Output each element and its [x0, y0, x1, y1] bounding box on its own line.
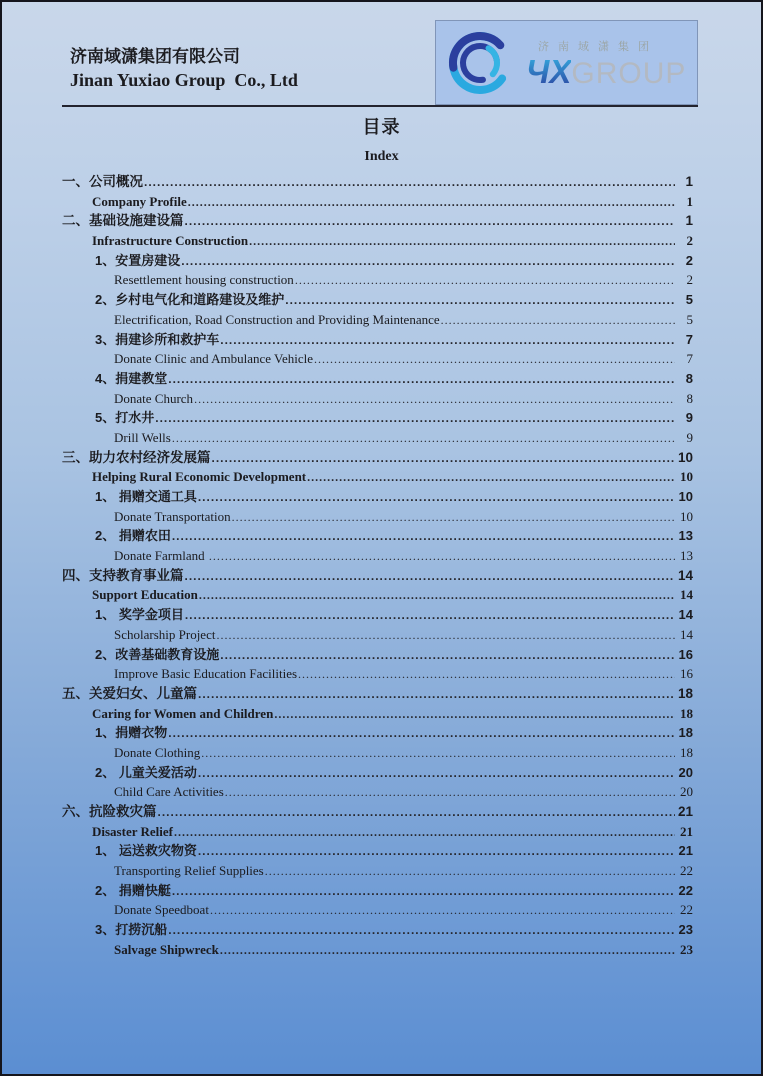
toc-page-number: 22 — [680, 902, 693, 918]
toc-entry-label: Support Education — [92, 587, 198, 603]
toc-entry-label: Donate Clinic and Ambulance Vehicle — [114, 351, 314, 367]
toc-page-number: 18 — [680, 744, 693, 760]
toc-entry-label: 四、支持教育事业篇 — [62, 567, 184, 583]
toc-page-number: 16 — [680, 666, 693, 682]
toc-page-number: 21 — [677, 804, 693, 819]
toc-entry-label: Donate Clothing — [114, 744, 201, 760]
toc-entry[interactable] — [62, 251, 693, 271]
toc-page-number: 13 — [680, 548, 693, 564]
toc-entry[interactable] — [62, 822, 693, 842]
toc-dot-leader — [209, 547, 675, 567]
toc-dot-leader — [198, 764, 675, 784]
toc-entry[interactable] — [62, 507, 693, 527]
toc-entry-label: 1、 运送救灾物资 — [95, 843, 197, 859]
logo-yx-text: ЧХ — [526, 53, 572, 90]
toc-entry[interactable] — [62, 290, 693, 310]
toc-entry[interactable] — [62, 310, 693, 330]
toc-dot-leader — [220, 646, 675, 666]
toc-dot-leader — [181, 252, 675, 272]
logo-wordmark — [526, 55, 689, 89]
toc-entry[interactable] — [62, 605, 693, 625]
toc-dot-leader — [194, 390, 675, 410]
toc-page-number: 1 — [685, 174, 693, 189]
toc-entry-label: 2、 儿童关爱活动 — [95, 764, 197, 780]
toc-dot-leader — [314, 350, 675, 370]
toc-dot-leader — [265, 862, 675, 882]
toc-dot-leader — [168, 921, 675, 941]
toc-entry-label: 2、改善基础教育设施 — [95, 646, 220, 662]
toc-entry-label: Donate Church — [114, 390, 194, 406]
toc-page-number: 14 — [677, 567, 693, 583]
toc-page-number: 20 — [678, 764, 693, 780]
toc-entry[interactable] — [62, 330, 693, 350]
toc-entry[interactable] — [62, 526, 693, 546]
toc-dot-leader — [307, 468, 675, 488]
toc-page-number: 9 — [685, 410, 693, 426]
toc-entry[interactable] — [62, 369, 693, 389]
toc-entry[interactable] — [62, 881, 693, 901]
company-name-zh: 济南域潇集团有限公司 — [70, 47, 240, 66]
toc-entry-label: Helping Rural Economic Development — [92, 469, 307, 485]
toc-page-number: 8 — [686, 390, 693, 406]
toc-page-number: 1 — [685, 213, 693, 229]
toc-entry[interactable] — [62, 448, 693, 468]
toc-entry-label: Company Profile — [92, 193, 187, 209]
toc-entry-label: Child Care Activities — [114, 784, 224, 800]
toc-dot-leader — [220, 331, 675, 351]
toc-entry[interactable] — [62, 172, 693, 192]
toc-entry[interactable] — [62, 211, 693, 231]
toc-dot-leader — [198, 488, 675, 508]
toc-entry[interactable] — [62, 841, 693, 861]
toc-page-number: 10 — [680, 508, 693, 524]
toc-entry-label: 3、捐建诊所和救护车 — [95, 331, 220, 347]
toc-entry[interactable] — [62, 566, 693, 586]
toc-page-number: 10 — [677, 449, 693, 465]
toc-page-number: 14 — [678, 607, 693, 623]
toc-entry-label: 1、 奖学金项目 — [95, 607, 184, 623]
toc-dot-leader — [249, 232, 675, 252]
toc-entry[interactable] — [62, 763, 693, 783]
toc-entry[interactable] — [62, 408, 693, 428]
toc-dot-leader — [285, 291, 675, 311]
toc-entry[interactable] — [62, 270, 693, 290]
toc-dot-leader — [298, 665, 675, 685]
toc-page-number: 5 — [686, 311, 693, 327]
toc-entry-label: Donate Speedboat — [114, 902, 209, 918]
toc-entry[interactable] — [62, 585, 693, 605]
toc-dot-leader — [155, 409, 675, 429]
toc-dot-leader — [185, 212, 676, 232]
toc-page-number: 23 — [678, 922, 693, 938]
toc-entry[interactable] — [62, 723, 693, 743]
toc-entry[interactable] — [62, 389, 693, 409]
toc-entry[interactable] — [62, 861, 693, 881]
toc-entry-label: Improve Basic Education Facilities — [114, 666, 298, 682]
toc-page-number: 9 — [686, 429, 693, 445]
toc-dot-leader — [295, 271, 675, 291]
toc-entry-label: 2、乡村电气化和道路建设及维护 — [95, 292, 285, 308]
logo-group-text: GROUP — [571, 57, 687, 90]
toc-entry-label: Resettlement housing construction — [114, 272, 294, 288]
toc-entry-label: 2、 捐赠农田 — [95, 528, 171, 544]
toc-entry[interactable] — [62, 900, 693, 920]
toc-page-number: 18 — [680, 705, 693, 721]
toc-entry-label: Caring for Women and Children — [92, 705, 274, 721]
toc-entry[interactable] — [62, 487, 693, 507]
document-header — [62, 41, 698, 107]
toc-entry-label: Donate Farmland — [114, 548, 208, 564]
toc-entry[interactable] — [62, 704, 693, 724]
toc-page-number: 8 — [685, 370, 693, 386]
toc-page-number: 21 — [680, 823, 693, 839]
toc-entry[interactable] — [62, 428, 693, 448]
toc-entry[interactable] — [62, 940, 693, 960]
toc-entry[interactable] — [62, 231, 693, 251]
toc-entry[interactable] — [62, 467, 693, 487]
toc-page-number: 22 — [678, 882, 693, 898]
toc-entry-label: 六、抗险救灾篇 — [62, 804, 157, 819]
toc-dot-leader — [199, 586, 675, 606]
toc-page-number: 23 — [680, 941, 693, 957]
toc-page-number: 2 — [685, 252, 693, 268]
toc-entry[interactable] — [62, 664, 693, 684]
toc-dot-leader — [188, 193, 675, 213]
toc-entry-label: Transporting Relief Supplies — [114, 863, 264, 879]
toc-entry[interactable] — [62, 546, 693, 566]
toc-entry-label: 1、 捐赠交通工具 — [95, 489, 197, 504]
table-of-contents — [62, 172, 693, 960]
toc-page-number: 2 — [686, 233, 693, 249]
toc-page-number: 14 — [680, 626, 693, 642]
toc-dot-leader — [216, 626, 675, 646]
toc-page-number: 2 — [686, 272, 693, 288]
toc-page-number: 1 — [686, 193, 693, 209]
toc-page-number: 13 — [678, 528, 693, 544]
toc-entry[interactable] — [62, 645, 693, 665]
toc-entry[interactable] — [62, 743, 693, 763]
toc-dot-leader — [198, 842, 675, 862]
toc-page-number: 5 — [685, 292, 693, 308]
toc-entry-label: Scholarship Project — [114, 626, 216, 642]
toc-dot-leader — [441, 311, 675, 331]
toc-entry-label: Infrastructure Construction — [92, 233, 249, 249]
toc-entry[interactable] — [62, 349, 693, 369]
toc-entry-label: 3、打捞沉船 — [95, 922, 168, 938]
toc-entry[interactable] — [62, 802, 693, 822]
company-logo — [435, 20, 698, 105]
toc-entry-label: 1、安置房建设 — [95, 252, 181, 268]
toc-page-number: 18 — [677, 685, 693, 701]
toc-dot-leader — [172, 882, 675, 902]
toc-dot-leader — [274, 705, 675, 725]
toc-entry[interactable] — [62, 192, 693, 212]
toc-page-number: 21 — [678, 843, 693, 859]
company-name-en: Jinan Yuxiao Group Co., Ltd — [70, 69, 298, 90]
toc-entry-label: 二、基础设施建设篇 — [62, 213, 184, 229]
toc-page-number: 20 — [680, 784, 693, 800]
toc-entry-label: Drill Wells — [114, 429, 171, 445]
toc-dot-leader — [220, 941, 675, 961]
toc-dot-leader — [185, 606, 675, 626]
toc-entry[interactable] — [62, 920, 693, 940]
toc-page-number: 14 — [680, 587, 693, 603]
toc-dot-leader — [212, 449, 676, 469]
toc-dot-leader — [168, 724, 675, 744]
toc-entry[interactable] — [62, 625, 693, 645]
toc-entry-label: 4、捐建教堂 — [95, 370, 168, 386]
toc-entry[interactable] — [62, 684, 693, 704]
toc-dot-leader — [168, 370, 675, 390]
toc-entry-label: 三、助力农村经济发展篇 — [62, 449, 211, 465]
toc-title-zh: 目录 — [362, 117, 401, 137]
toc-entry-label: Salvage Shipwreck — [114, 941, 219, 957]
toc-page-number: 18 — [678, 725, 693, 741]
toc-dot-leader — [232, 508, 675, 528]
toc-title-en: Index — [364, 149, 399, 164]
toc-entry[interactable] — [62, 782, 693, 802]
toc-dot-leader — [144, 173, 675, 193]
toc-entry-label: 五、关爱妇女、儿童篇 — [62, 685, 197, 701]
toc-entry-label: Electrification, Road Construction and Providing Maintenance — [114, 311, 440, 327]
toc-dot-leader — [172, 527, 675, 547]
toc-entry-label: 一、公司概况 — [62, 174, 143, 189]
logo-chinese-text: 济南域潇集团 — [538, 41, 658, 53]
toc-dot-leader — [225, 783, 675, 803]
toc-entry-label: Disaster Relief — [92, 823, 173, 839]
toc-page-number: 16 — [678, 646, 693, 662]
toc-page-number: 7 — [686, 351, 693, 367]
toc-dot-leader — [185, 567, 676, 587]
toc-dot-leader — [201, 744, 675, 764]
toc-page-number: 22 — [680, 863, 693, 879]
toc-page-number: 10 — [680, 469, 693, 485]
toc-entry-label: 5、打水井 — [95, 410, 155, 426]
toc-entry-label: 2、 捐赠快艇 — [95, 882, 171, 898]
toc-page-number: 7 — [685, 331, 693, 347]
toc-entry-label: 1、捐赠衣物 — [95, 725, 168, 741]
toc-dot-leader — [210, 901, 675, 921]
toc-dot-leader — [158, 803, 676, 823]
toc-dot-leader — [174, 823, 675, 843]
swirl-logo-icon — [442, 25, 518, 101]
logo-text-block — [524, 36, 689, 89]
toc-dot-leader — [198, 685, 675, 705]
toc-page-number: 10 — [678, 489, 693, 504]
toc-entry-label: Donate Transportation — [114, 508, 231, 524]
toc-dot-leader — [172, 429, 675, 449]
